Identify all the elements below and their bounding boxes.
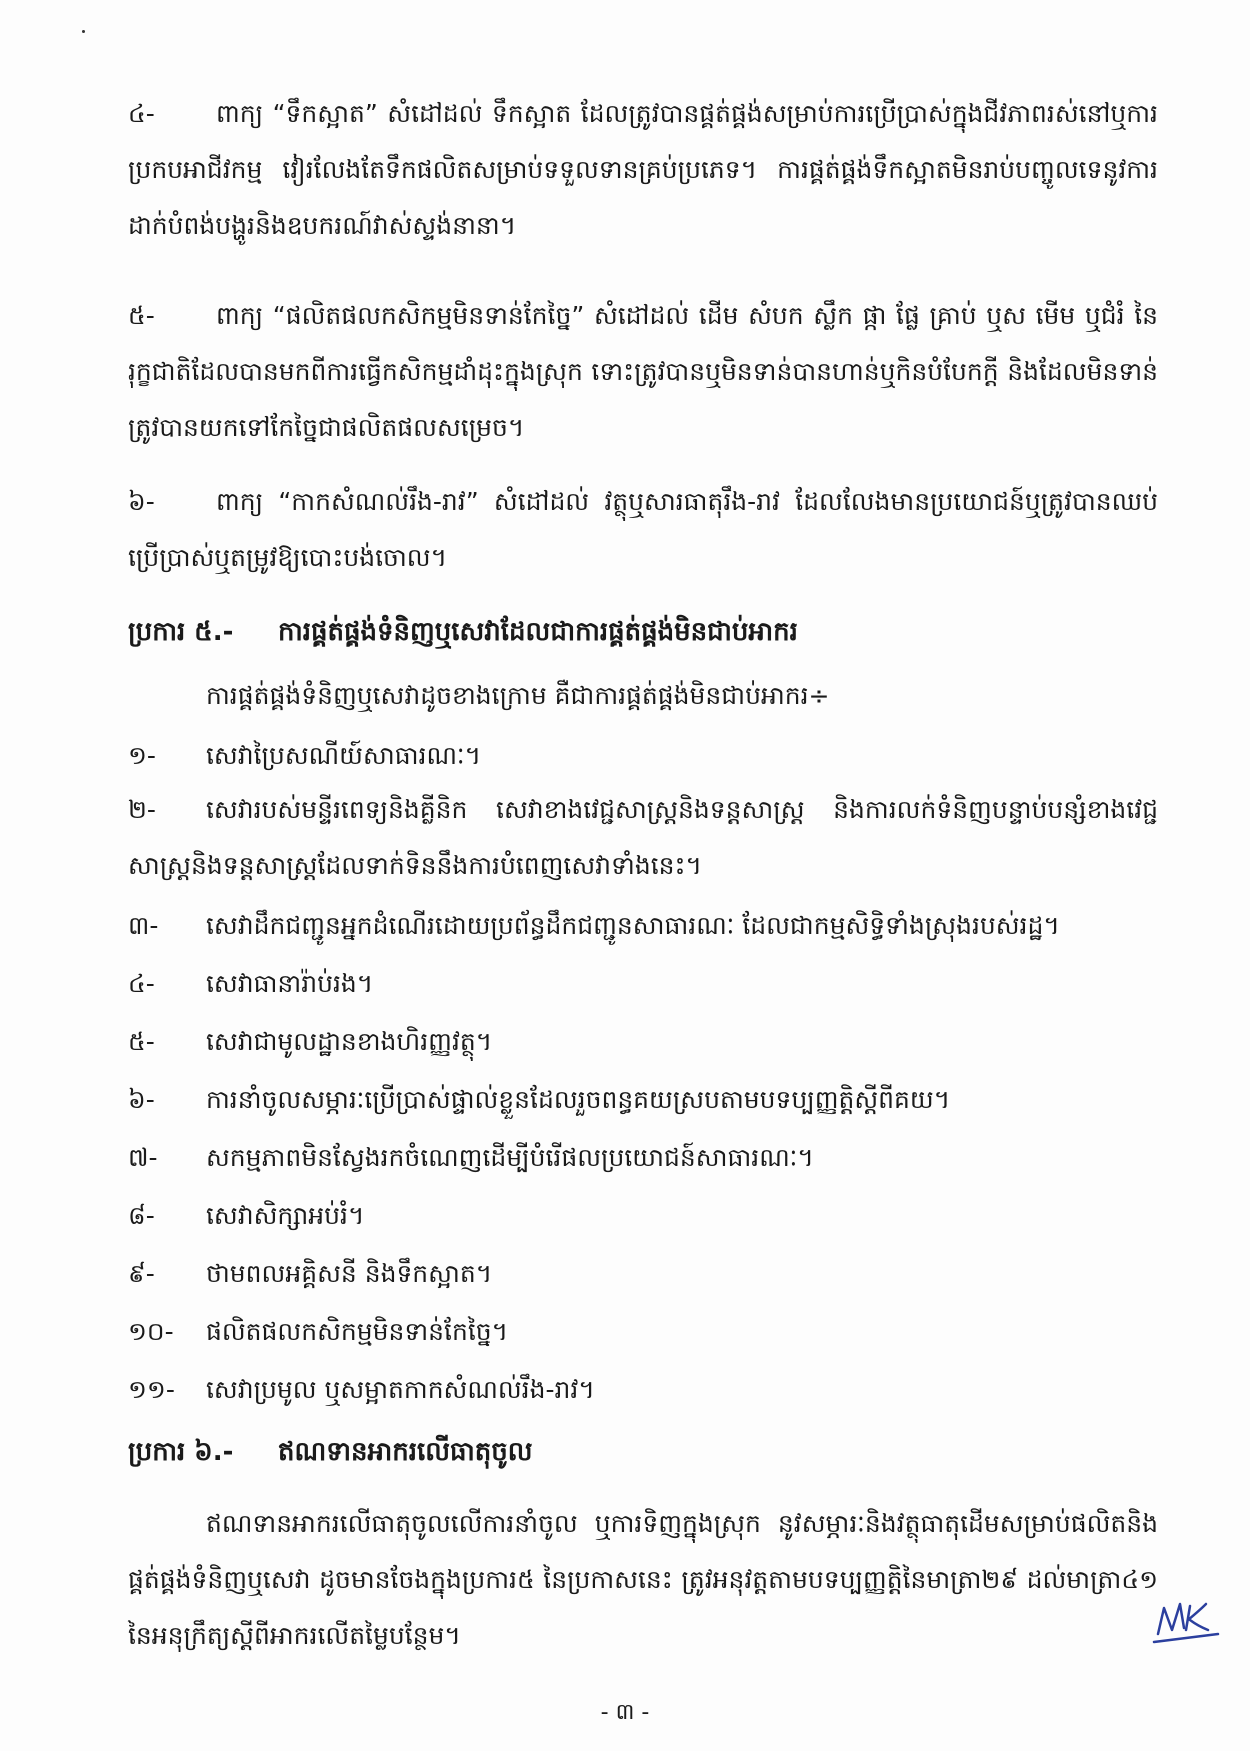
item-text: ការនាំចូលសម្ភារៈប្រើប្រាស់ផ្ទាល់ខ្លួនដែលរួចពន្ធគយស្របតាមបទប្បញ្ញត្តិស្តីពីគយ។	[206, 1085, 951, 1114]
list-item	[128, 964, 1158, 1004]
list-item	[128, 1080, 1158, 1120]
item-text: សេវាដឹកជញ្ជូនអ្នកដំណើរដោយប្រព័ន្ធដឹកជញ្ជូនសាធារណៈ ដែលជាកម្មសិទ្ធិទាំងស្រុងរបស់រដ្ឋ។	[206, 911, 1060, 940]
article-5-heading	[128, 612, 1158, 652]
definition-text: ពាក្យ “ផលិតផលកសិកម្មមិនទាន់កែច្នៃ” សំដៅដល់ ដើម សំបក ស្លឹក ផ្កា ផ្លែ គ្រាប់ ឬស មើម ឬជំរំ នៃរុក្ខជាតិដែលបានមកពីការធ្វើកសិកម្មដាំដុះក្នុងស្រុក ទោះត្រូវបានឬមិនទាន់បានហាន់ឬកិនបំបែកក្តី និងដែលមិនទាន់ត្រូវបានយកទៅកែច្នៃជាផលិតផលសម្រេច។	[128, 301, 1158, 442]
definition-number: ៥-	[128, 301, 155, 330]
definition-text: ពាក្យ “កាកសំណល់រឹង-រាវ” សំដៅដល់ វត្ថុឬសារធាតុរឹង-រាវ ដែលលែងមានប្រយោជន៍ឬត្រូវបានឈប់ប្រើប្រាស់ឬតម្រូវឱ្យបោះបង់ចោល។	[128, 487, 1158, 572]
item-number: ៥-	[128, 1027, 155, 1056]
definition-number: ៤-	[128, 99, 155, 128]
item-text: ផលិតផលកសិកម្មមិនទាន់កែច្នៃ។	[206, 1317, 509, 1346]
scan-speck	[82, 30, 85, 33]
definition-5	[128, 288, 1158, 456]
list-item	[128, 782, 1158, 894]
definition-6	[128, 474, 1158, 586]
item-text: សេវាធានារ៉ាប់រង។	[206, 969, 374, 998]
list-item	[128, 1370, 1158, 1410]
list-item	[128, 1254, 1158, 1294]
list-item	[128, 906, 1158, 946]
article-title: ការផ្គត់ផ្គង់ទំនិញឬសេវាដែលជាការផ្គត់ផ្គង់មិនជាប់អាករ	[278, 617, 798, 647]
definition-4	[128, 86, 1158, 254]
article-6-heading	[128, 1432, 1158, 1472]
item-number: ៨-	[128, 1201, 155, 1230]
item-text: សេវាប្រៃសណីយ៍សាធារណៈ។	[206, 741, 482, 770]
definition-text: ពាក្យ “ទឹកស្អាត” សំដៅដល់ ទឹកស្អាត ដែលត្រូវបានផ្គត់ផ្គង់សម្រាប់ការប្រើប្រាស់ក្នុងជីវភាពរស់នៅឬការប្រកបអាជីវកម្ម វៀរលែងតែទឹកផលិតសម្រាប់ទទួលទានគ្រប់ប្រភេទ។ ការផ្គត់ផ្គង់ទឹកស្អាតមិនរាប់បញ្ចូលទេនូវការដាក់បំពង់បង្ហូរនិងឧបករណ៍វាស់ស្ទង់នានា។	[128, 99, 1158, 240]
item-text: សេវារបស់មន្ទីរពេទ្យនិងគ្លីនិក សេវាខាងវេជ្ជសាស្ត្រនិងទន្តសាស្ត្រ និងការលក់ទំនិញបន្ទាប់បន្សំខាងវេជ្ជសាស្ត្រនិងទន្តសាស្ត្រដែលទាក់ទិននឹងការបំពេញសេវាទាំងនេះ។	[128, 795, 1158, 880]
item-number: ១០-	[128, 1317, 174, 1346]
item-number: ៩-	[128, 1259, 155, 1288]
item-text: សេវាជាមូលដ្ឋានខាងហិរញ្ញវត្ថុ។	[206, 1027, 493, 1056]
article-label: ប្រការ ៥.-	[128, 617, 234, 647]
list-item	[128, 1022, 1158, 1062]
item-text: សកម្មភាពមិនស្វែងរកចំណេញដើម្បីបំរើផលប្រយោជន៍សាធារណៈ។	[206, 1143, 814, 1172]
list-item	[128, 1138, 1158, 1178]
item-number: ៦-	[128, 1085, 155, 1114]
article-title: ឥណទានអាករលើធាតុចូល	[278, 1437, 533, 1467]
item-number: ២-	[128, 795, 156, 824]
list-item	[128, 736, 1158, 776]
list-item	[128, 1312, 1158, 1352]
item-text: សេវាប្រមូល ឬសម្អាតកាកសំណល់រឹង-រាវ។	[206, 1375, 595, 1404]
page-number: - ៣ -	[600, 1700, 650, 1725]
item-number: ៣-	[128, 911, 159, 940]
list-item	[128, 1196, 1158, 1236]
article-label: ប្រការ ៦.-	[128, 1437, 234, 1467]
article-6-body: ឥណទានអាករលើធាតុចូលលើការនាំចូល ឬការទិញក្នុងស្រុក នូវសម្ភារៈនិងវត្ថុធាតុដើមសម្រាប់ផលិតនិងផ្គត់ផ្គង់ទំនិញឬសេវា ដូចមានចែងក្នុងប្រការ៥ នៃប្រកាសនេះ ត្រូវអនុវត្តតាមបទប្បញ្ញត្តិនៃមាត្រា២៩ ដល់មាត្រា៤១ នៃអនុក្រឹត្យស្តីពីអាករលើតម្លៃបន្ថែម។	[128, 1509, 1158, 1650]
item-text: សេវាសិក្សាអប់រំ។	[206, 1201, 365, 1230]
article-5-intro: ការផ្គត់ផ្គង់ទំនិញឬសេវាដូចខាងក្រោម គឺជាការផ្គត់ផ្គង់មិនជាប់អាករ÷	[206, 681, 830, 710]
item-number: ៤-	[128, 969, 155, 998]
item-number: ១-	[128, 741, 156, 770]
handwritten-initials	[1150, 1590, 1222, 1650]
item-text: ថាមពលអគ្គិសនី និងទឹកស្អាត។	[206, 1259, 493, 1288]
definition-number: ៦-	[128, 487, 155, 516]
item-number: ៧-	[128, 1143, 158, 1172]
item-number: ១១-	[128, 1375, 175, 1404]
